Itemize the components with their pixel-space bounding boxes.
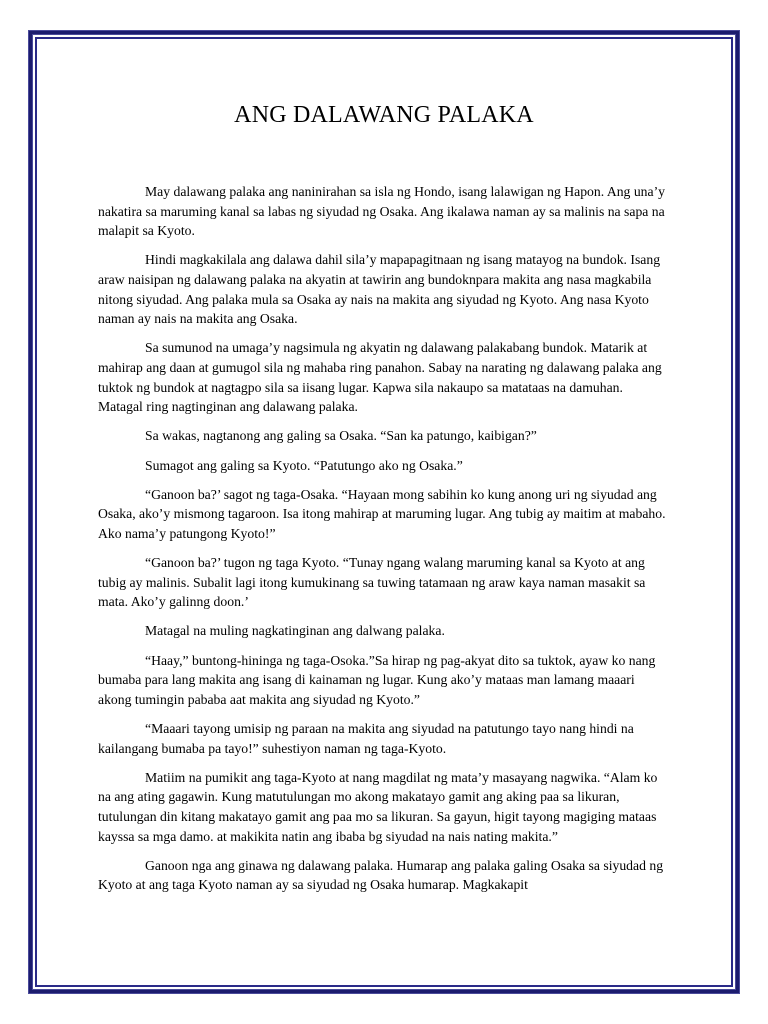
paragraph-10: “Maaari tayong umisip ng paraan na makita ang siyudad na patutungo tayo nang hindi na kailangang bumaba pa tayo!” suhestiyon naman ng taga-Kyoto. [98, 721, 634, 756]
paragraph-3: Sa sumunod na umaga’y nagsimula ng akyatin ng dalawang palakabang bundok. Matarik at mahirap ang daan at gumugol sila ng mahaba ring panahon. Sabay na narating ng dalawang palaka ang tuktok ng bundok at nagtagpo sila sa iisang lugar. Kapwa sila nakaupo sa matataas na damuhan. Matagal ring nagtinginan ang dalawang palaka. [98, 340, 662, 415]
paragraph-12: Ganoon nga ang ginawa ng dalawang palaka. Humarap ang palaka galing Osaka sa siyudad ng Kyoto at ang taga Kyoto naman ay sa siyudad ng Osaka humarap. Magkakapit [98, 857, 664, 893]
paragraph-11: Matiim na pumikit ang taga-Kyoto at nang magdilat ng mata’y masayang nagwika. “Alam ko na ang ating gagawin. Kung matutulungan mo akong makatayo gamit ang aking paa sa likuran, tutulungan din kitang makatayo gamit ang paa mo sa likuran. Sa gayun, higit tayong magiging mataas kayssa sa mga damo. at makikita natin ang ibaba bg siyudad na nais nating makita.” [98, 769, 658, 844]
document-title: ANG DALAWANG PALAKA [234, 102, 534, 128]
document-body [98, 182, 670, 895]
paragraph-4: Sa wakas, nagtanong ang galing sa Osaka. “San ka patungo, kaibigan?” [145, 428, 537, 444]
paragraph-8: Matagal na muling nagkatinginan ang dalwang palaka. [145, 623, 445, 639]
document-content [98, 100, 670, 905]
paragraph-1: May dalawang palaka ang naninirahan sa isla ng Hondo, isang lalawigan ng Hapon. Ang una’y nakatira sa maruming kanal sa labas ng siyudad ng Osaka. Ang ikalawa naman ay sa malinis na sapa na malapit sa Kyoto. [98, 184, 665, 239]
paragraph-6: “Ganoon ba?’ sagot ng taga-Osaka. “Hayaan mong sabihin ko kung anong uri ng siyudad ang Osaka, ako’y mismong tagaroon. Isa itong mahirap at maruming lugar. Ang tubig ay maitim at mabaho. Ako nama’y patungong Kyoto!” [98, 486, 666, 541]
paragraph-7: “Ganoon ba?’ tugon ng taga Kyoto. “Tunay ngang walang maruming kanal sa Kyoto at ang tubig ay malinis. Subalit lagi itong kumukinang sa tuwing tatamaan ng araw kaya naman masakit sa mata. Ako’y galinng doon.’ [98, 555, 646, 610]
paragraph-2: Hindi magkakilala ang dalawa dahil sila’y mapapagitnaan ng isang matayog na bundok. Isang araw naisipan ng dalawang palaka na akyatin at tawirin ang bundoknpara makita ang nasa magkabila nitong siyudad. Ang palaka mula sa Osaka ay nais na makita ang siyudad ng Kyoto. Ang nasa Kyoto naman ay nais na makita ang Osaka. [98, 252, 661, 327]
paragraph-9: “Haay,” buntong-hininga ng taga-Osoka.”Sa hirap ng pag-akyat dito sa tuktok, ayaw ko nang bumaba para lang makita ang isang di kainaman ng lugar. Kung ako’y mataas man lamang maaari akong tumingin pababa aat makita ang siyudad ng Kyoto.” [98, 652, 656, 707]
paragraph-5: Sumagot ang galing sa Kyoto. “Patutungo ako ng Osaka.” [145, 457, 463, 473]
